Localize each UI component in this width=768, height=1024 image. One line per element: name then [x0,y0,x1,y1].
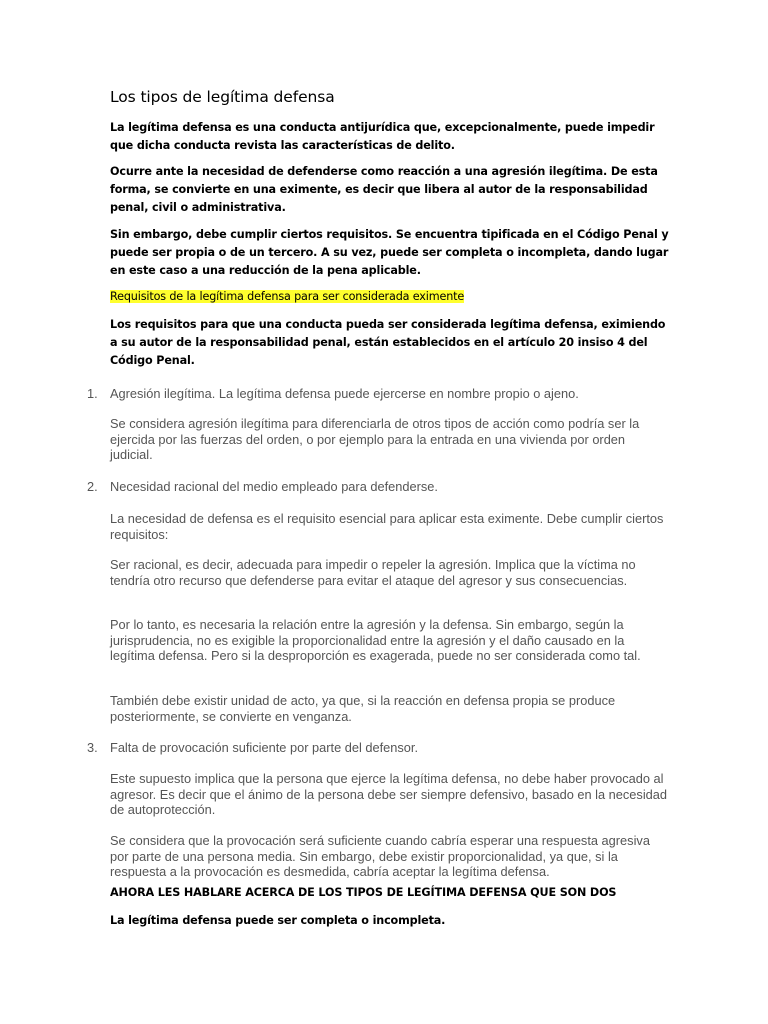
list-item-2-paragraph-2: Ser racional, es decir, adecuada para impedir o repeler la agresión. Implica que la víctima no tendría otro recurso que defenderse para evitar el ataque del agresor y sus consecuencias. [110,557,636,588]
highlighted-heading-text: Requisitos de la legítima defensa para ser considerada eximente [110,290,465,303]
list-item-heading-2: Necesidad racional del medio empleado para defenderse. [110,479,438,494]
intro-paragraph-2: Ocurre ante la necesidad de defenderse como reacción a una agresión ilegítima. De esta forma, se convierte en una eximente, es decir que libera al autor de la responsabilidad penal, civil o administrativa. [110,165,658,214]
requirements-intro: Los requisitos para que una conducta pueda ser considerada legítima defensa, eximiendo a su autor de la responsabilidad penal, están establecidos en el artículo 20 insiso 4 del Código Penal. [110,318,666,367]
list-item-1-paragraph-1: Se considera agresión ilegítima para diferenciarla de otros tipos de acción como podría ser la ejercida por las fuerzas del orden, o por ejemplo para la entrada en una vivienda por orden judicial. [110,416,640,462]
list-item-3-paragraph-1: Este supuesto implica que la persona que ejerce la legítima defensa, no debe haber provocado al agresor. Es decir que el ánimo de la persona debe ser siempre defensivo, basado en la necesidad de autoprotección. [110,771,668,817]
list-item-2-paragraph-3: Por lo tanto, es necesaria la relación entre la agresión y la defensa. Sin embargo, según la jurisprudencia, no es exigible la proporcionalidad entre la agresión y el daño causado en la legítima defensa. Pero si la desproporción es exagerada, puede no ser considerada como tal. [110,617,641,663]
list-item-number-2: 2. [87,479,98,494]
list-item-3-paragraph-2: Se considera que la provocación será suficiente cuando cabría esperar una respuesta agresiva por parte de una persona media. Sin embargo, debe existir proporcionalidad, ya que, si la respuesta a la provocación es desmedida, cabría aceptar la legítima defensa. [110,833,650,879]
list-item-2-paragraph-4: También debe existir unidad de acto, ya que, si la reacción en defensa propia se produce posteriormente, se convierte en venganza. [110,693,616,724]
closing-heading: AHORA LES HABLARE ACERCA DE LOS TIPOS DE LEGÍTIMA DEFENSA QUE SON DOS [110,886,617,899]
list-item-number-1: 1. [87,386,98,401]
intro-paragraph-1: La legítima defensa es una conducta antijurídica que, excepcionalmente, puede impedir que dicha conducta revista las características de delito. [110,121,655,152]
highlighted-heading [110,288,670,306]
list-item-2-paragraph-1: La necesidad de defensa es el requisito esencial para aplicar esta eximente. Debe cumplir ciertos requisitos: [110,511,664,542]
list-item-heading-1: Agresión ilegítima. La legítima defensa puede ejercerse en nombre propio o ajeno. [110,386,579,401]
closing-paragraph: La legítima defensa puede ser completa o incompleta. [110,914,446,927]
intro-paragraph-3: Sin embargo, debe cumplir ciertos requisitos. Se encuentra tipificada en el Código Penal y puede ser propia o de un tercero. A su vez, puede ser completa o incompleta, dando lugar en este caso a una reducción de la pena aplicable. [110,228,669,277]
list-item-number-3: 3. [87,740,98,755]
document-title: Los tipos de legítima defensa [110,88,335,106]
list-item-heading-3: Falta de provocación suficiente por parte del defensor. [110,740,419,755]
